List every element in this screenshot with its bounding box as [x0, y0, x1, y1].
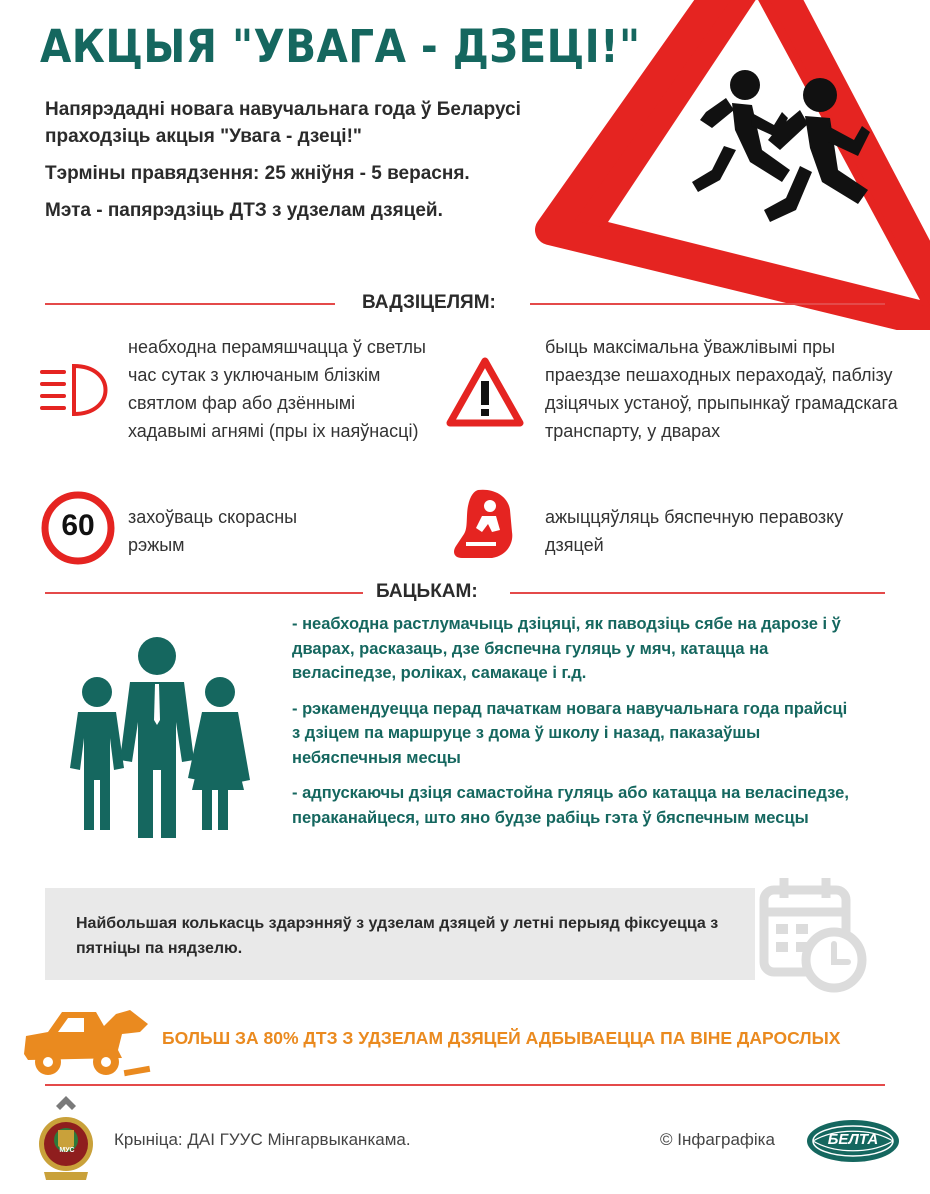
note-text: Найбольшая колькасць здарэнняў з удзелам дзяцей у летні перыяд фіксуецца з пятніцы па нядзелю. — [76, 915, 719, 957]
calendar-clock-icon — [750, 868, 870, 998]
footer-rule — [45, 1084, 885, 1086]
page-title: АКЦЫЯ "УВАГА - ДЗЕЦІ!" — [40, 20, 641, 73]
warning-sign-icon — [444, 355, 526, 429]
intro-text — [45, 96, 565, 234]
copyright-text: © Інфаграфіка — [660, 1130, 775, 1149]
driver-item-speed: захоўваць скорасны рэжым — [128, 507, 298, 555]
driver-item-caution: быць максімальна ўважлівымі пры праездзе пешаходных пераходаў, паблізу дзіцячых устаноў, прыпынкаў грамадскага транспарту, у дварах — [545, 337, 898, 441]
drivers-heading: ВАДЗІЦЕЛЯМ: — [362, 292, 496, 313]
parents-heading: БАЦЬКАМ: — [376, 581, 478, 602]
family-icon — [60, 630, 260, 840]
children-crossing-sign-icon — [520, 0, 930, 330]
parents-list — [292, 612, 852, 841]
parents-item-3: - адпускаючы дзіця самастойна гуляць або катацца на веласіпедзе, пераканайцеся, што яно будзе рабіць гэта ў бяспечным месцы — [292, 784, 849, 827]
emblem-caption: МУС — [59, 1147, 75, 1154]
belta-logo-text: БЕЛТА — [827, 1131, 879, 1148]
speed-limit-value: 60 — [61, 509, 95, 542]
intro-line-3: Мэта - папярэдзіць ДТЗ з удзелам дзяцей. — [45, 200, 443, 221]
parents-rule-left — [45, 592, 363, 594]
parents-item-1: - неабходна растлумачыць дзіцяці, як паводзіць сябе на дарозе і ў дварах, расказаць, дзе бяспечна гуляць у мяч, катацца на веласіпедзе, роліках, самакаце і г.д. — [292, 615, 841, 682]
police-emblem-icon — [36, 1094, 96, 1184]
headlight-icon — [36, 360, 116, 420]
driver-item-headlights: неабходна перамяшчацца ў светлы час сутак з уключаным блізкім святлом фар або дзённымі хадавымі агнямі (пры іх наяўнасці) — [128, 337, 426, 441]
broken-car-icon — [18, 1002, 158, 1080]
parents-item-2: - рэкамендуецца перад пачаткам новага навучальнага года прайсці з дзіцем па маршруце з дома ў школу і назад, паказаўшы небяспечныя месцы — [292, 699, 848, 767]
intro-line-2: Тэрміны правядзення: 25 жніўня - 5 верасня. — [45, 163, 470, 184]
intro-line-1: Напярэдадні новага навучальнага года ў Беларусі праходзіць акцыя "Увага - дзеці!" — [45, 99, 521, 147]
child-seat-icon — [448, 486, 526, 562]
source-text: Крыніца: ДАІ ГУУС Мінгарвыканкама. — [114, 1130, 411, 1149]
drivers-rule-right — [530, 303, 885, 305]
drivers-rule-left — [45, 303, 335, 305]
highlight-statistic: БОЛЬШ ЗА 80% ДТЗ З УДЗЕЛАМ ДЗЯЦЕЙ АДБЫВАЕЦЦА ПА ВІНЕ ДАРОСЛЫХ — [162, 1028, 841, 1048]
parents-rule-right — [510, 592, 885, 594]
driver-item-child-transport: ажыццяўляць бяспечную перавозку дзяцей — [545, 507, 844, 555]
